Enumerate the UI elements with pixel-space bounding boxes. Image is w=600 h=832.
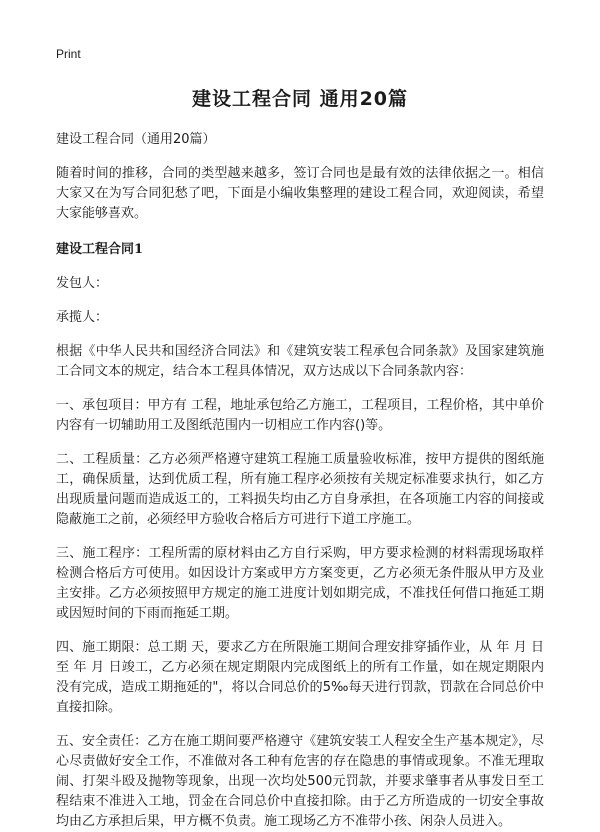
contract-basis-paragraph: 根据《中华人民共和国经济合同法》和《建筑安装工程承包合同条款》及国家建筑施工合同文本的规定，结合本工程具体情况，双方达成以下合同条款内容： <box>56 344 544 379</box>
contractor-label: 承揽人： <box>56 310 109 325</box>
clause-schedule: 四、施工期限：总工期 天，要求乙方在所限施工期间合理安排穿插作业，从 年 月 日至 年 月 日竣工，乙方必须在规定期限内完成图纸上的所有工作量，如在规定期限内没有完成，造成工期拖延的"，将以合同总价的5‰每天进行罚款，罚款在合同总价中直接扣除。 <box>56 640 544 715</box>
employer-label: 发包人： <box>56 276 109 291</box>
clause-procedure: 三、施工程序：工程所需的原材料由乙方自行采购，甲方要求检测的材料需现场取样检测合格后方可使用。如因设计方案或甲方方案变更，乙方必须无条件服从甲方及业主安排。乙方必须按照甲方规定的施工进度计划如期完成，不准找任何借口拖延工期或因短时间的下雨而拖延工期。 <box>56 546 544 621</box>
intro-paragraph: 随着时间的推移，合同的类型越来越多，签订合同也是最有效的法律依据之一。相信大家又在为写合同犯愁了吧，下面是小编收集整理的建设工程合同，欢迎阅读，希望大家能够喜欢。 <box>56 166 544 221</box>
section-heading: 建设工程合同1 <box>56 242 144 257</box>
print-link[interactable]: Print <box>56 47 81 61</box>
clause-safety: 五、安全责任：乙方在施工期间要严格遵守《建筑安装工人程安全生产基本规定》，尽心尽责做好安全工作，不准做对各工种有危害的存在隐患的事情或现象。不准无理取闹、打架斗殴及抛物等现象，出现一次均处500元罚款，并要求肇事者从事发日至工程结束不准进入工地，罚金在合同总价中直接扣除。由于乙方所造成的一切安全事故均由乙方承担后果，甲方概不负责。施工现场乙方不准带小孩、闲杂人员进入。 <box>56 734 544 829</box>
clause-quality: 二、工程质量：乙方必须严格遵守建筑工程施工质量验收标准，按甲方提供的图纸施工，确保质量，达到优质工程，所有施工程序必须按有关规定标准要求执行，如乙方出现质量问题而造成返工的，工料损失均由乙方自身承担，在各项施工内容的间接或隐蔽施工之前，必须经甲方验收合格后方可进行下道工序施工。 <box>56 452 544 527</box>
document-title: 建设工程合同 通用20篇 <box>191 88 409 110</box>
clause-project: 一、承包项目：甲方有 工程，地址承包给乙方施工，工程项目，工程价格，其中单价内容有一切辅助用工及图纸范围内一切相应工作内容()等。 <box>56 398 544 433</box>
document-subtitle: 建设工程合同（通用20篇） <box>56 132 216 147</box>
